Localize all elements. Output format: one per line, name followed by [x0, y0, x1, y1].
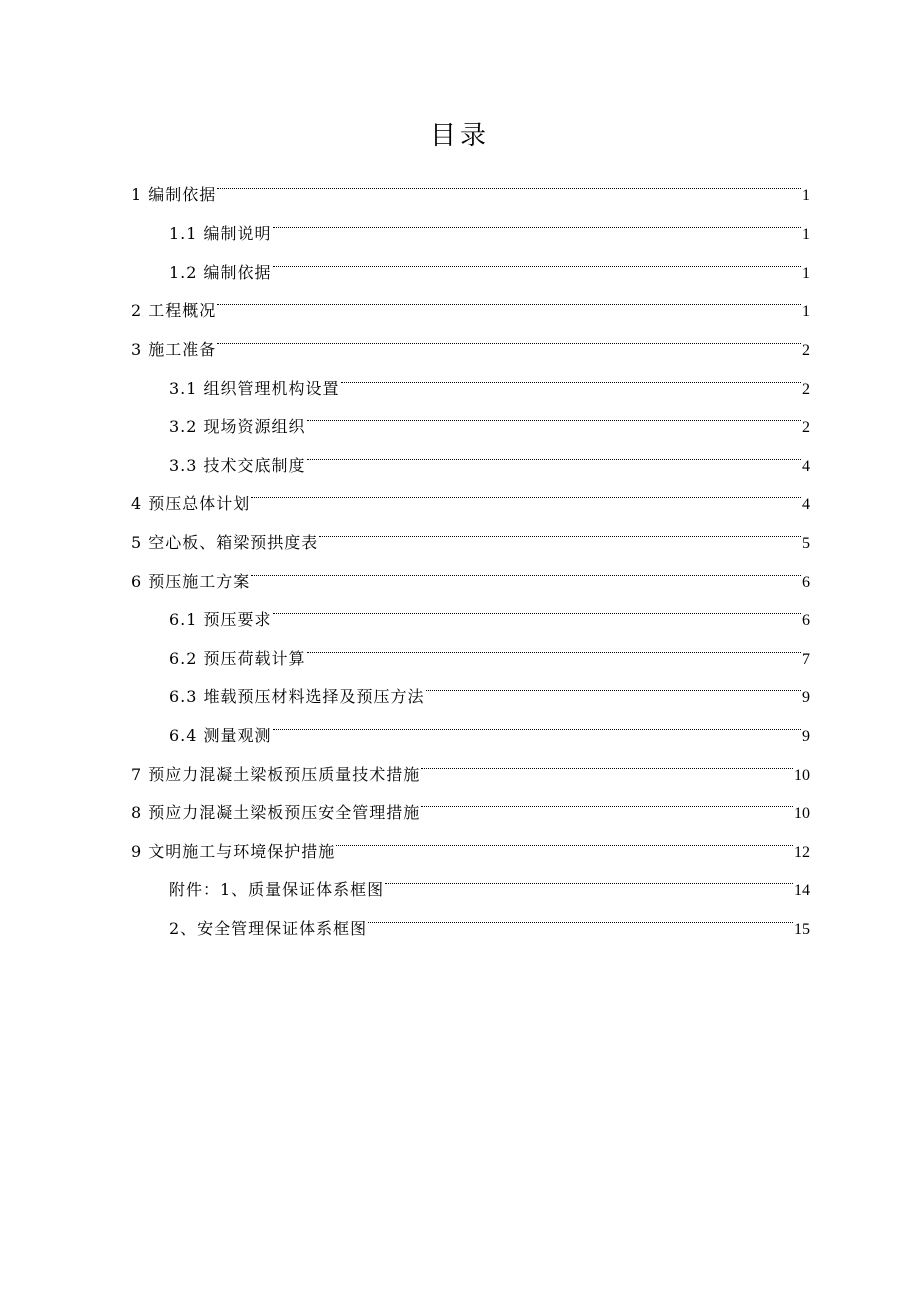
toc-entry[interactable] [131, 510, 810, 552]
toc-page-number: 14 [794, 882, 810, 899]
toc-entry[interactable] [131, 162, 810, 204]
toc-entry-text: 3.3 技术交底制度 [169, 456, 306, 475]
dot-leader [421, 742, 793, 780]
toc-entry-text: 2、安全管理保证体系框图 [169, 919, 368, 938]
toc-entry[interactable] [169, 896, 810, 938]
toc-entry-text: 1 编制依据 [131, 185, 217, 204]
toc-page-number: 1 [802, 187, 810, 204]
toc-entry-text: 7 预应力混凝土梁板预压质量技术措施 [131, 765, 421, 784]
dot-leader [251, 549, 801, 587]
dot-leader [319, 510, 801, 548]
toc-entry[interactable] [131, 317, 810, 359]
toc-entry[interactable] [131, 471, 810, 513]
toc-entry-text: 6.1 预压要求 [169, 610, 272, 629]
toc-page-number: 6 [802, 574, 810, 591]
toc-entry[interactable] [131, 549, 810, 591]
toc-entry[interactable] [169, 433, 810, 475]
toc-entry-text: 6.4 测量观测 [169, 726, 272, 745]
toc-entry-text: 8 预应力混凝土梁板预压安全管理措施 [131, 803, 421, 822]
toc-entry-text: 附件：1、质量保证体系框图 [169, 880, 385, 899]
dot-leader [217, 278, 801, 316]
toc-page-number: 12 [794, 844, 810, 861]
dot-leader [426, 664, 801, 702]
toc-page-number: 4 [802, 458, 810, 475]
toc-entry-text: 1.1 编制说明 [169, 224, 272, 243]
dot-leader [273, 240, 801, 278]
dot-leader [251, 471, 801, 509]
toc-entry-text: 3.2 现场资源组织 [169, 417, 306, 436]
toc-entry-text: 9 文明施工与环境保护措施 [131, 842, 336, 861]
dot-leader [368, 896, 793, 934]
toc-page-number: 9 [802, 728, 810, 745]
toc-page-number: 15 [794, 921, 810, 938]
toc-entry-text: 3.1 组织管理机构设置 [169, 379, 340, 398]
toc-entry[interactable] [169, 664, 810, 706]
dot-leader [336, 819, 793, 857]
dot-leader [273, 201, 801, 239]
toc-entry-text: 6.3 堆载预压材料选择及预压方法 [169, 687, 425, 706]
dot-leader [307, 626, 801, 664]
dot-leader [421, 780, 793, 818]
dot-leader [307, 433, 801, 471]
toc-page-number: 5 [802, 535, 810, 552]
toc-entry[interactable] [169, 703, 810, 745]
dot-leader [217, 162, 801, 200]
toc-entry-text: 5 空心板、箱梁预拱度表 [131, 533, 319, 552]
toc-entry-text: 6.2 预压荷载计算 [169, 649, 306, 668]
toc-page-number: 2 [802, 419, 810, 436]
toc-title: 目录 [429, 121, 490, 151]
toc-page-number: 7 [802, 651, 810, 668]
dot-leader [217, 317, 801, 355]
dot-leader [307, 394, 801, 432]
toc-page-number: 10 [794, 767, 810, 784]
toc-page-number: 4 [802, 496, 810, 513]
toc-entry[interactable] [169, 356, 810, 398]
toc-entry[interactable] [131, 780, 810, 822]
toc-entry[interactable] [169, 626, 810, 668]
toc-entry[interactable] [131, 819, 810, 861]
toc-entry-text: 2 工程概况 [131, 301, 217, 320]
toc-entry-text: 3 施工准备 [131, 340, 217, 359]
toc-entry-text: 4 预压总体计划 [131, 494, 251, 513]
dot-leader [385, 857, 793, 895]
toc-entry[interactable] [169, 857, 810, 899]
toc-entry[interactable] [169, 201, 810, 243]
toc-page-number: 6 [802, 612, 810, 629]
toc-entry[interactable] [169, 394, 810, 436]
toc-page-number: 2 [802, 381, 810, 398]
dot-leader [273, 703, 801, 741]
toc-entry-text: 1.2 编制依据 [169, 263, 272, 282]
toc-page-number: 1 [802, 265, 810, 282]
toc-entry[interactable] [131, 278, 810, 320]
dot-leader [273, 587, 801, 625]
toc-entry-text: 6 预压施工方案 [131, 572, 251, 591]
toc-page-number: 1 [802, 226, 810, 243]
toc-page-number: 2 [802, 342, 810, 359]
toc-entry[interactable] [169, 587, 810, 629]
toc-page-number: 10 [794, 805, 810, 822]
dot-leader [341, 356, 801, 394]
toc-entry[interactable] [169, 240, 810, 282]
toc-page-number: 1 [802, 303, 810, 320]
toc-entry[interactable] [131, 742, 810, 784]
toc-page-number: 9 [802, 689, 810, 706]
